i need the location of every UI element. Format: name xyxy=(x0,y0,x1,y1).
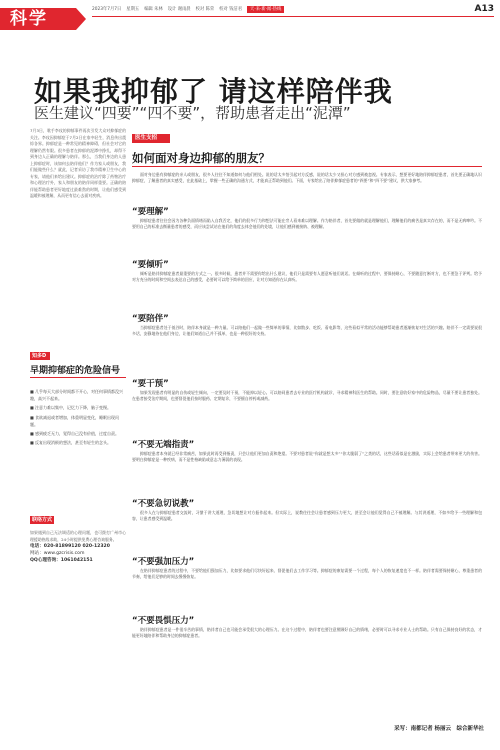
doctor-tips-tag: 医生支招 xyxy=(132,134,170,143)
intro-text: 7月3日，歌手李玟的抑郁事件再次引发大众对抑郁症的关注。李玟因抑郁症于7月2日在家中轻生，消息传出震惊各界。抑郁症是一种常见的精神障碍，但社会对它的理解仍然有限。很多患者在抑郁的泥潭中挣扎，却得不到身边人正确的理解与陪伴。那么，当我们身边的人患上抑郁症时，该如何去陪伴他们？作为家人或朋友，我们能做些什么？就此，记者采访了我市精神卫生中心的专家，请他们来给出建议。抑郁症的治疗除了药物治疗和心理治疗外，家人和朋友的陪伴同样重要。正确的陪伴能帮助患者更好地度过最难熬的时期，让他们感受到温暖和被理解，从而更有信心去面对疾病。 xyxy=(30,128,126,198)
title-rule xyxy=(132,166,482,167)
qq-line: QQ心理咨询：1061042151 xyxy=(30,558,93,563)
issue-checker: 校对 钱洁君 xyxy=(219,7,243,12)
article-intro: 面对身边患有抑郁症的亲人或朋友，很多人往往不知道如何与他们相处。说的话太多怕引起对方反感，说的话太少又担心对方感到被忽视。专家表示，想要更好地陪伴抑郁症患者，首先要正确地认识抑郁症，了解患者的真实感受，在此基础上，掌握一些正确的沟通方式，才能真正帮助到他们。下面，专家给出了陪伴抑郁症患者的“四要”和“四不要”建议，供大家参考。 xyxy=(132,172,482,184)
issue-designer: 设计 谢雨晨 xyxy=(167,7,191,12)
section-text: 抑郁症患者往往会因为各种负面情绪而陷入自我否定，他们的很多行为和想法可能在旁人看来难以理解。作为陪伴者，首先要做的就是理解他们，理解他们的痛苦是真实存在的，而不是无病呻吟。不要用自己的标准去衡量患者的感受，而应该尝试站在他们的角度去体会他们的处境，让他们感到被接纳、被理解。 xyxy=(132,218,482,230)
headline: 如果我抑郁了 请这样陪伴我 xyxy=(34,75,393,108)
contact-text: 如果遇到自己无法调适的心理问题，也可拨打广州市心理援助热线求助，24小时提供免费心理咨询服务。 xyxy=(30,530,126,542)
issue-line xyxy=(92,3,494,15)
news-hotline-badge: 天·来·新·闻·热线 xyxy=(247,6,284,13)
hotline-line: 电话：020-81899120 020-12320 xyxy=(30,544,110,549)
section-text: 倾听是陪伴抑郁症患者最重要的方式之一。很多时候，患者并不需要你给出什么建议，他们只是需要有人愿意听他们说话。在倾听的过程中，要保持耐心，不要随意打断对方，也不要急于评判。给予对方充分的时间和空间去表达自己的感受，必要时可以给予简单的回应，让对方知道你在认真听。 xyxy=(132,271,482,283)
section-text: 当抑郁症患者处于低谷时，陪伴本身就是一种力量。可以陪他们一起做一些简单的事情，比如散步、吃饭、看电影等，这些看似平常的活动能够帮助患者逐渐恢复对生活的兴趣。陪伴不一定需要说很多话，安静地待在他们身边，让他们知道自己并不孤单，也是一种很好的支持。 xyxy=(132,325,482,337)
list-item: ■ 食欲减退或者增加，体重明显变化，睡眠出现问题。 xyxy=(30,414,120,427)
contact-block xyxy=(30,530,126,564)
list-item: ■ 感到疲乏无力，觉得自己没有价值，过度自责。 xyxy=(30,431,120,437)
contact-tag: 联络方式 xyxy=(32,517,53,523)
issue-date: 2023年7月7日 xyxy=(92,7,122,12)
section-heading: “要理解” xyxy=(132,207,169,217)
section-text: 很多人在与抑郁症患者交流时，习惯于讲大道理，急切地想让对方振作起来。但实际上，说教往往会让患者感到压力更大，甚至会让他们觉得自己不被理解。与其讲道理，不如多给予一些理解和包容，让患者感受到温暖。 xyxy=(132,510,482,522)
section-text: 抑郁症患者本身就已经非常痛苦，如果此时再受到指责，只会让他们更加自责和绝望。不要对患者说“你就是想太多”“你太脆弱了”之类的话，这些话看似是在激励，实际上会给患者带来更大的伤害。要明白抑郁症是一种疾病，而不是性格缺陷或意志力薄弱的表现。 xyxy=(132,451,482,463)
section-text: 如果发现患者有明显的自伤或轻生倾向，一定要及时干预，不能掉以轻心。可以陪同患者去专业的医疗机构就诊，寻求精神科医生的帮助。同时，要注意收好家中的危险物品，尽量不要让患者独处。在患者接受治疗期间，也要督促他们按时服药、定期复诊，不要擅自停药或减药。 xyxy=(132,390,482,402)
header-rule xyxy=(92,16,494,17)
know-rule xyxy=(30,377,126,378)
section-heading: “要陪伴” xyxy=(132,314,169,324)
section-tag: 科学 xyxy=(0,8,76,30)
section-heading: “要倾听” xyxy=(132,260,169,270)
website-line: 网站：www.gzcrisis.com xyxy=(30,551,85,556)
section-heading: “不要强加压力” xyxy=(132,557,195,567)
page-number: A13 xyxy=(474,4,494,14)
section-text: 陪伴抑郁症患者是一件很辛苦的事情，陪伴者自己也可能会承受很大的心理压力。在这个过程中，陪伴者也要注意照顾好自己的情绪，必要时可以寻求专业人士的帮助。只有自己保持良好的状态，才能更好地陪伴和帮助身边的抑郁症患者。 xyxy=(132,627,482,639)
know-tag: 知多D xyxy=(30,352,50,360)
article-title: 如何面对身边抑郁的朋友？ xyxy=(132,151,270,165)
issue-editor: 编辑 朱林 xyxy=(144,7,163,12)
subheadline: 医生建议“四要”“四不要”，帮助患者走出“泥潭” xyxy=(34,104,351,122)
section-heading: “要干预” xyxy=(132,379,169,389)
section-heading: “不要急切说教” xyxy=(132,499,195,509)
section-text: 在陪伴抑郁症患者的过程中，不要给他们强加压力，比如要求他们尽快好起来、督促他们去工作学习等。抑郁症的康复需要一个过程，每个人的恢复速度也不一样。陪伴者需要保持耐心，尊重患者的节奏，给他们足够的时间去慢慢恢复。 xyxy=(132,568,482,580)
left-column xyxy=(30,128,126,200)
list-item: ■ 注意力难以集中，记忆力下降，脑子变慢。 xyxy=(30,405,112,411)
tips-list xyxy=(30,388,126,448)
section-heading: “不要无端指责” xyxy=(132,440,195,450)
issue-weekday: 星期五 xyxy=(126,7,140,12)
issue-proof: 校对 陈荣 xyxy=(195,7,215,12)
list-item: ■ 几乎每天大部分时间都不开心，对任何事情都没兴趣，高兴不起来。 xyxy=(30,389,124,402)
section-heading: “不要畏惧压力” xyxy=(132,616,195,626)
byline-credit: 采写：南都记者 杨丽云 综合新华社 xyxy=(394,726,484,732)
list-item: ■ 反复出现消极的想法，甚至有轻生的念头。 xyxy=(30,440,112,446)
page-header xyxy=(0,0,500,30)
know-title: 早期抑郁症的危险信号 xyxy=(30,366,121,376)
